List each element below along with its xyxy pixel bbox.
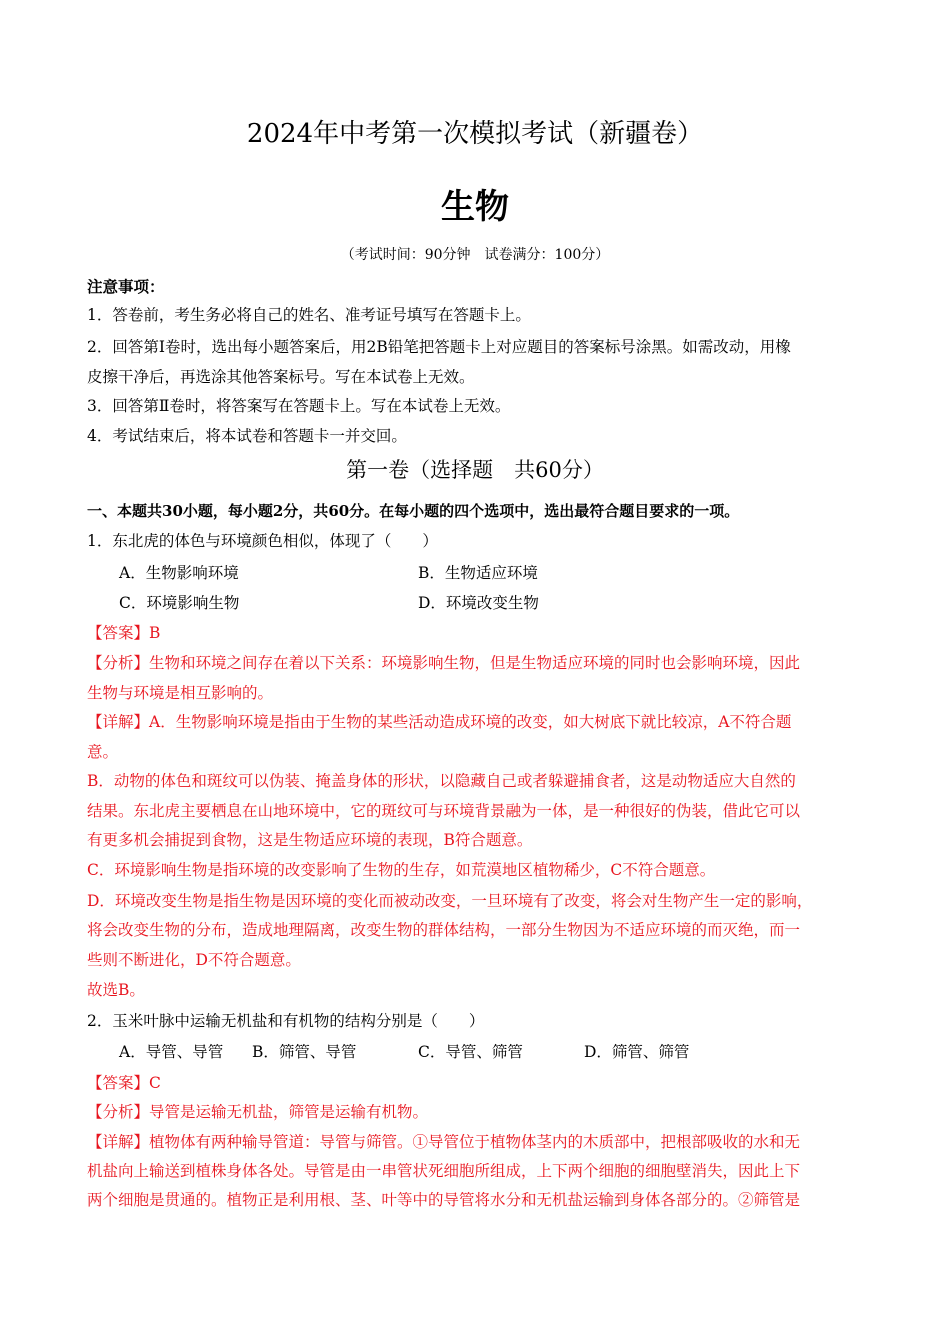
section-title: 第一卷（选择题 共60分） [346,458,604,482]
q2-option-b: B．筛管、导管 [252,1043,357,1061]
notice-item: 1．答卷前，考生务必将自己的姓名、准考证号填写在答题卡上。 [87,306,531,324]
notice-item: 4．考试结束后，将本试卷和答题卡一并交回。 [87,427,407,445]
q1-detail-line: 意。 [87,743,119,761]
q1-detail-line: 结果。东北虎主要栖息在山地环境中，它的斑纹可与环境背景融为一体，是一种很好的伪装，借此它可以 [87,802,801,820]
notice-item: 3．回答第Ⅱ卷时，将答案写在答题卡上。写在本试卷上无效。 [87,397,511,415]
q2-option-c: C．导管、筛管 [418,1043,523,1061]
exam-title: 2024年中考第一次模拟考试（新疆卷） [246,119,704,149]
q2-option-a: A．导管、导管 [119,1043,224,1061]
q1-detail-line: 有更多机会捕捉到食物，这是生物适应环境的表现，B符合题意。 [87,831,533,849]
notice-item: 皮擦干净后，再选涂其他答案标号。写在本试卷上无效。 [87,368,475,386]
q1-analysis-line: 【分析】生物和环境之间存在着以下关系：环境影响生物，但是生物适应环境的同时也会影响环境，因此 [87,654,801,672]
q1-detail-line: C．环境影响生物是指环境的改变影响了生物的生存，如荒漠地区植物稀少，C不符合题意。 [87,861,716,879]
q1-detail-line: B．动物的体色和斑纹可以伪装、掩盖身体的形状，以隐藏自己或者躲避捕食者，这是动物适应大自然的 [87,772,796,790]
q1-detail-line: 故选B。 [87,981,145,999]
q1-answer: 【答案】B [87,624,161,642]
exam-info: （考试时间：90分钟 试卷满分：100分） [340,247,610,263]
q2-detail-line: 两个细胞是贯通的。植物正是利用根、茎、叶等中的导管将水分和无机盐运输到身体各部分的。②筛管是 [87,1191,801,1209]
question-1-stem: 1．东北虎的体色与环境颜色相似，体现了（ ） [87,532,438,550]
q1-detail-line: 将会改变生物的分布，造成地理隔离，改变生物的群体结构，一部分生物因为不适应环境的而灭绝，而一 [87,921,801,939]
subject-title: 生物 [441,187,509,227]
question-2-stem: 2．玉米叶脉中运输无机盐和有机物的结构分别是（ ） [87,1012,485,1030]
q2-detail-line: 机盐向上输送到植株身体各处。导管是由一串管状死细胞所组成，上下两个细胞的细胞壁消失，因此上下 [87,1162,801,1180]
q1-option-b: B．生物适应环境 [418,564,538,582]
notice-item: 2．回答第Ⅰ卷时，选出每小题答案后，用2B铅笔把答题卡上对应题目的答案标号涂黑。如需改动，用橡 [87,338,791,356]
q1-detail-line: 【详解】A．生物影响环境是指由于生物的某些活动造成环境的改变，如大树底下就比较凉，A不符合题 [87,713,792,731]
q1-detail-line: 些则不断进化，D不符合题意。 [87,951,301,969]
section-instruction: 一、本题共30小题，每小题2分，共60分。在每小题的四个选项中，选出最符合题目要求的一项。 [87,502,740,520]
q1-option-a: A．生物影响环境 [119,564,239,582]
q1-analysis-line: 生物与环境是相互影响的。 [87,684,274,702]
q1-detail-line: D．环境改变生物是指生物是因环境的变化而被动改变，一旦环境有了改变，将会对生物产生一定的影响， [87,892,813,910]
q1-option-d: D．环境改变生物 [418,594,539,612]
q2-analysis-line: 【分析】导管是运输无机盐，筛管是运输有机物。 [87,1103,429,1121]
q2-detail-line: 【详解】植物体有两种输导管道：导管与筛管。①导管位于植物体茎内的木质部中，把根部吸收的水和无 [87,1133,801,1151]
notice-heading: 注意事项： [87,277,165,296]
q2-option-d: D．筛管、筛管 [584,1043,690,1061]
q1-option-c: C．环境影响生物 [119,594,240,612]
q2-answer: 【答案】C [87,1074,161,1092]
